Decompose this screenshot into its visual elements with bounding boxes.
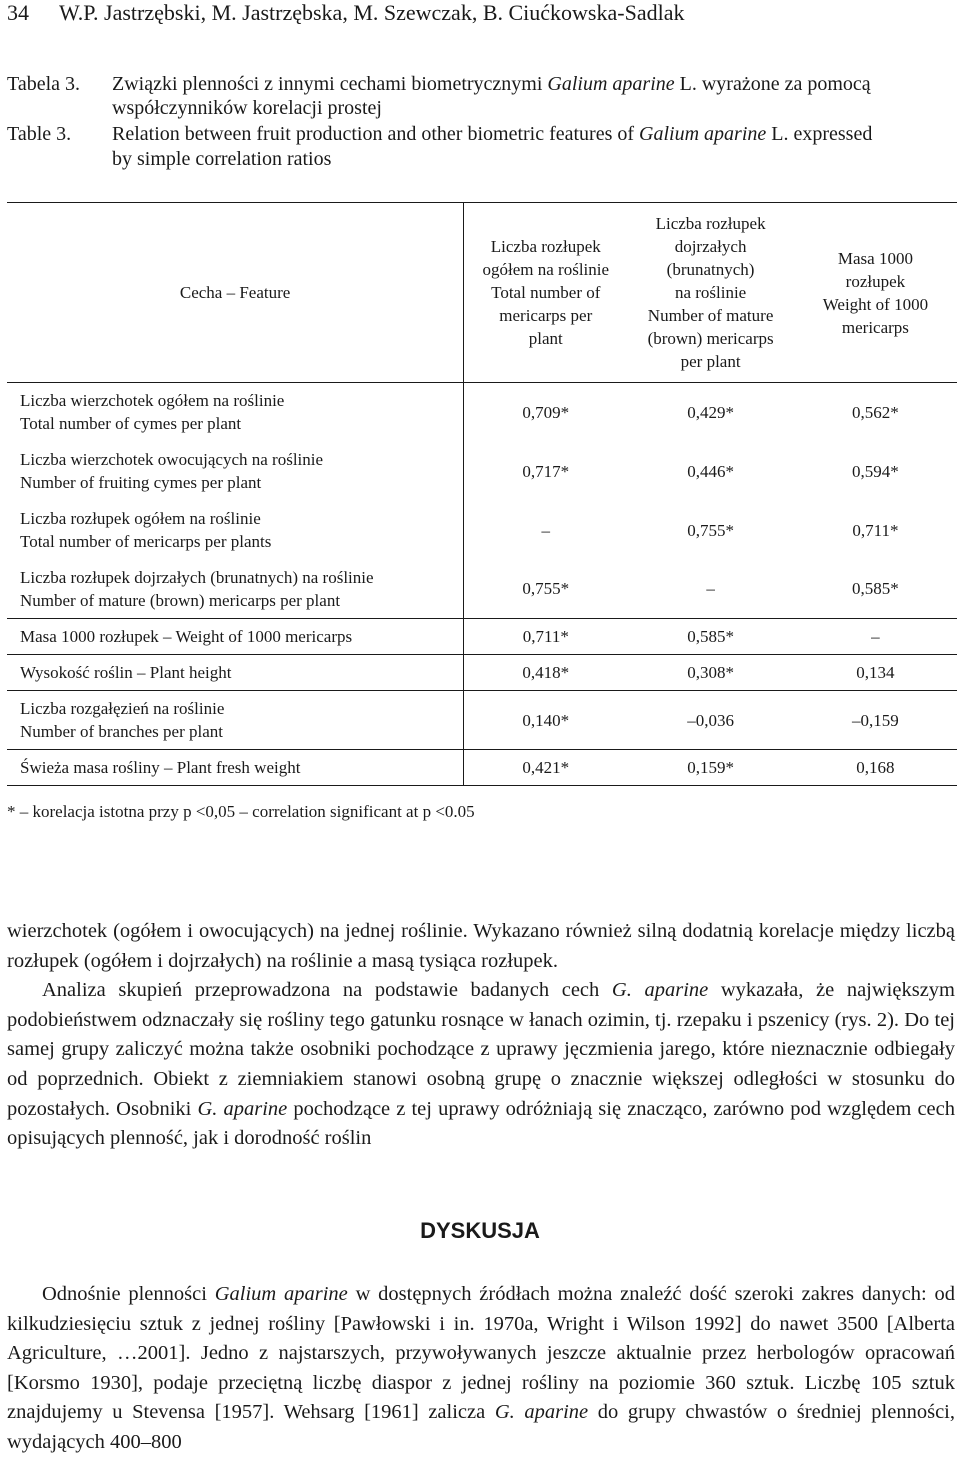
header-line: (brunatnych) bbox=[666, 260, 755, 279]
species-name: G. aparine bbox=[197, 1097, 288, 1120]
feature-line: Świeża masa rośliny – Plant fresh weight bbox=[20, 758, 301, 777]
results-paragraph bbox=[7, 917, 955, 1154]
value-cell: 0,585* bbox=[627, 619, 793, 655]
value-cell: 0,308* bbox=[627, 655, 793, 691]
caption-en-line2: by simple correlation ratios bbox=[112, 148, 332, 170]
value-cell: 0,717* bbox=[522, 461, 570, 481]
feature-line: Total number of cymes per plant bbox=[20, 414, 242, 434]
value-cell: –0,036 bbox=[627, 691, 793, 750]
value-cell: 0,140* bbox=[464, 691, 628, 750]
value-cell: – bbox=[794, 619, 957, 655]
header-line: Liczba rozłupek bbox=[655, 214, 766, 233]
value-cell: 0,159* bbox=[627, 750, 793, 786]
discussion-paragraph bbox=[7, 1280, 955, 1458]
value-cell: 0,711* bbox=[852, 520, 899, 540]
value-cell: 0,562* bbox=[852, 402, 899, 422]
value-cell: 0,711* bbox=[464, 619, 628, 655]
caption-pl-line2: współczynników korelacji prostej bbox=[112, 97, 382, 119]
caption-text-pl bbox=[112, 72, 871, 96]
paragraph-text: wierzchotek (ogółem i owocujących) na jednej roślinie. Wykazano również silną dodatnią korelacje między liczbą rozłupek (ogółem i dojrzałych) na roślinie a masą tysiąca rozłupek. bbox=[7, 920, 955, 972]
paragraph-text bbox=[7, 976, 955, 1154]
correlation-table bbox=[7, 202, 957, 786]
row-feature bbox=[7, 619, 464, 655]
section-heading: DYSKUSJA bbox=[420, 1218, 540, 1243]
table-row bbox=[7, 691, 957, 750]
feature-line: Number of fruiting cymes per plant bbox=[20, 473, 262, 492]
header-line: plant bbox=[528, 329, 563, 348]
row-feature bbox=[7, 691, 464, 750]
value-cell: – bbox=[627, 560, 793, 619]
feature-line: Liczba wierzchotek ogółem na roślinie bbox=[20, 391, 285, 411]
table-row bbox=[7, 750, 957, 786]
text-run: wykazała, że największym podobieństwem odznaczały się rośliny tego gatunku rosnące w łanach ozimin, tj. rzepaku i pszenicy (rys. 2). Do tej samej grupy zaliczyć można także osobniki pochodzące z uprawy jęczmienia jarego, które nieznacznie odbiegały od poprzednich. Obiekt z ziemniakiem stanowi osobną grupę o znacznie większej odległości w stosunku do pozostałych. Osobniki bbox=[7, 979, 955, 1120]
table-row bbox=[7, 655, 957, 691]
header-line: dojrzałych bbox=[674, 237, 747, 256]
feature-line: Liczba rozłupek dojrzałych (brunatnych) na roślinie bbox=[20, 567, 374, 587]
page-number: 34 bbox=[7, 0, 29, 25]
feature-line: Liczba wierzchotek owocujących na roślinie bbox=[20, 450, 324, 469]
table-row bbox=[7, 560, 957, 619]
header-feature bbox=[7, 203, 464, 383]
table-header-row bbox=[7, 203, 957, 383]
header-line: rozłupek bbox=[845, 272, 906, 291]
header-mature-mericarps bbox=[627, 203, 793, 383]
caption-pl-part1: Związki plenności z innymi cechami biometrycznymi bbox=[112, 73, 548, 95]
authors: W.P. Jastrzębski, M. Jastrzębska, M. Szewczak, B. Ciućkowska-Sadlak bbox=[59, 0, 685, 25]
value-cell: 0,594* bbox=[852, 461, 899, 481]
header-line: Liczba rozłupek bbox=[490, 237, 601, 256]
header-line: Cecha – Feature bbox=[179, 283, 291, 302]
row-feature bbox=[7, 442, 464, 501]
header-line: Weight of 1000 bbox=[822, 295, 929, 314]
feature-line: Number of mature (brown) mericarps per plant bbox=[20, 590, 341, 610]
header-weight-1000 bbox=[794, 203, 957, 383]
row-feature bbox=[7, 560, 464, 619]
feature-line: Number of branches per plant bbox=[20, 722, 223, 741]
paragraph-text bbox=[7, 1280, 955, 1458]
row-feature bbox=[7, 750, 464, 786]
text-run: do grupy chwastów o średniej plenności, wydających 400–800 bbox=[7, 1401, 955, 1453]
table-footnote: * – korelacja istotna przy p <0,05 – correlation significant at p <0.05 bbox=[7, 802, 475, 821]
value-cell: –0,159 bbox=[794, 691, 957, 750]
header-line: per plant bbox=[680, 352, 741, 371]
value-cell: 0,429* bbox=[687, 402, 734, 422]
table-row bbox=[7, 501, 957, 560]
species-name: G. aparine bbox=[494, 1401, 589, 1424]
table-row bbox=[7, 383, 957, 442]
text-run: Analiza skupień przeprowadzona na podstawie badanych cech bbox=[42, 979, 612, 1002]
table-row bbox=[7, 619, 957, 655]
feature-line: Liczba rozgałęzień na roślinie bbox=[20, 699, 225, 718]
header-line: Number of mature bbox=[647, 306, 774, 325]
feature-line: Liczba rozłupek ogółem na roślinie bbox=[20, 509, 261, 528]
row-feature bbox=[7, 501, 464, 560]
running-header bbox=[7, 0, 684, 26]
text-run: w dostępnych źródłach można znaleźć dość szeroki zakres danych: od kilkudziesięciu sztuk z jednej rośliny [Pawłowski i in. 1970a, Wright i Wilson 1992] do nawet 3500 [Alberta Agriculture, …2001]. Jedno z najstarszych, przywoływanych jeszcze aktualnie przez herbologów opracowań [Korsmo 1930], podaje przeciętną liczbę diaspor z jednej rośliny na poziomie 360 sztuk. Liczbę 105 sztuk znajdujemy u Stevensa [1957]. Wehsarg [1961] zalicza bbox=[7, 1283, 955, 1424]
row-feature bbox=[7, 383, 464, 442]
value-cell: 0,755* bbox=[464, 560, 628, 619]
feature-line: Masa 1000 rozłupek – Weight of 1000 mericarps bbox=[20, 627, 353, 646]
value-cell: 0,585* bbox=[794, 560, 957, 619]
value-cell: 0,421* bbox=[464, 750, 628, 786]
caption-pl-species: Galium aparine bbox=[547, 73, 675, 95]
text-run: Odnośnie plenności bbox=[42, 1283, 215, 1305]
header-line: Masa 1000 bbox=[837, 249, 913, 268]
caption-label-en: Table 3. bbox=[7, 123, 72, 145]
header-line: ogółem na roślinie bbox=[482, 260, 610, 279]
caption-pl-part2: L. wyrażone za pomocą bbox=[674, 73, 871, 95]
caption-en-part2: L. expressed bbox=[766, 123, 873, 145]
text-run: pochodzące z tej uprawy odróżniają się znacząco, zarówno pod względem cech opisujących plenność, jak i dorodność roślin bbox=[7, 1097, 956, 1150]
header-line: na roślinie bbox=[674, 283, 747, 302]
value-cell: – bbox=[541, 520, 551, 540]
header-line: Total number of bbox=[491, 283, 601, 302]
caption-label-pl: Tabela 3. bbox=[7, 73, 81, 95]
header-total-mericarps bbox=[464, 203, 628, 383]
feature-line: Wysokość roślin – Plant height bbox=[20, 663, 232, 682]
species-name: Galium aparine bbox=[214, 1283, 348, 1305]
value-cell: 0,418* bbox=[464, 655, 628, 691]
value-cell: 0,134 bbox=[794, 655, 957, 691]
value-cell: 0,709* bbox=[522, 402, 570, 422]
header-line: mericarps bbox=[841, 318, 909, 337]
species-name: G. aparine bbox=[611, 979, 709, 1002]
feature-line: Total number of mericarps per plants bbox=[20, 532, 272, 551]
caption-en-species: Galium aparine bbox=[639, 123, 767, 145]
row-feature bbox=[7, 655, 464, 691]
caption-en-part1: Relation between fruit production and other biometric features of bbox=[112, 123, 640, 145]
value-cell: 0,168 bbox=[794, 750, 957, 786]
value-cell: 0,755* bbox=[687, 520, 734, 540]
header-line: mericarps per bbox=[499, 306, 593, 325]
value-cell: 0,446* bbox=[687, 461, 734, 481]
caption-text-en bbox=[112, 122, 872, 146]
header-line: (brown) mericarps bbox=[647, 329, 774, 348]
table-row bbox=[7, 442, 957, 501]
